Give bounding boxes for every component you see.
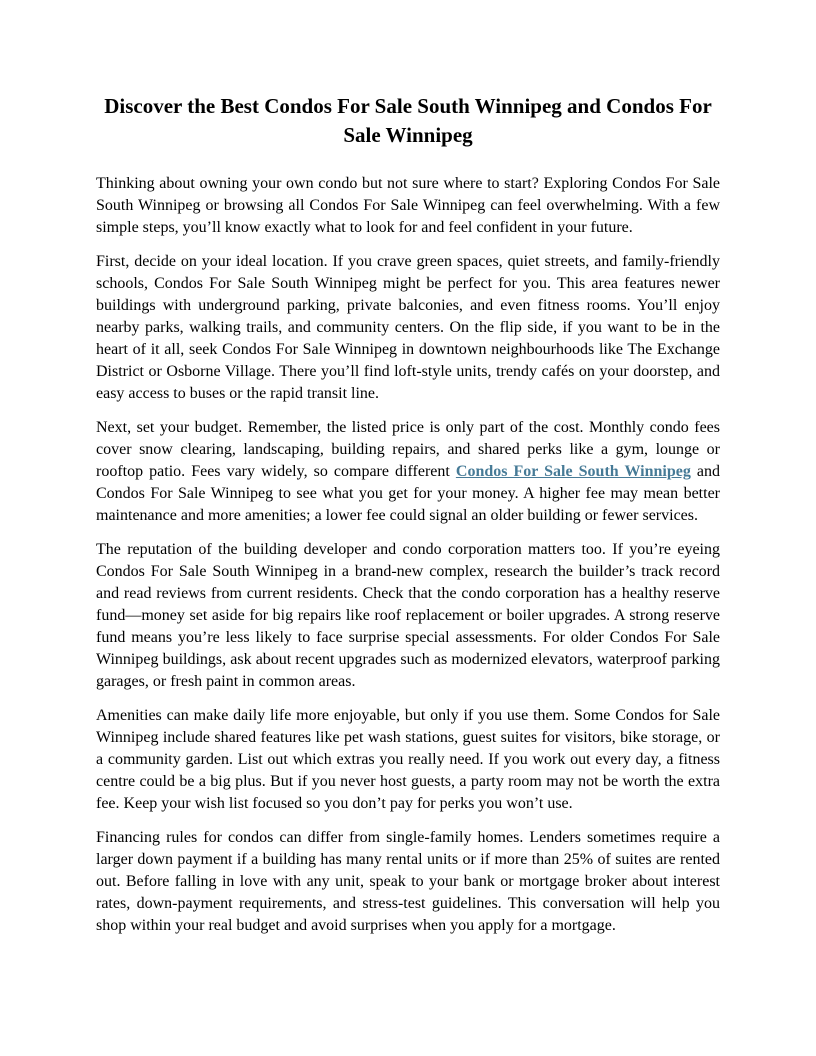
paragraph-location: First, decide on your ideal location. If you crave green spaces, quiet streets, and family-friendly schools, Condos For Sale South Winnipeg might be perfect for you. This area features newer buildings with underground parking, private balconies, and even fitness rooms. You’ll enjoy nearby parks, walking trails, and community centers. On the flip side, if you want to be in the heart of it all, seek Condos For Sale Winnipeg in downtown neighbourhoods like The Exchange District or Osborne Village. There you’ll find loft-style units, trendy cafés on your doorstep, and easy access to buses or the rapid transit line.	[96, 252, 720, 402]
paragraph-budget	[96, 417, 720, 527]
condos-for-sale-south-winnipeg-link[interactable]: Condos For Sale South Winnipeg	[455, 462, 691, 480]
budget-text-before: Next, set your budget. Remember, the listed price is only part of the cost. Monthly condo fees cover snow clearing, landscaping, building repairs, and shared perks like a gym, lounge or rooftop patio. Fees vary widely, so compare different	[96, 418, 720, 480]
budget-text-after: and Condos For Sale Winnipeg to see what you get for your money. A higher fee may mean better maintenance and more amenities; a lower fee could signal an older building or fewer services.	[96, 462, 721, 524]
paragraph-amenities: Amenities can make daily life more enjoyable, but only if you use them. Some Condos for Sale Winnipeg include shared features like pet wash stations, guest suites for visitors, bike storage, or a community garden. List out which extras you really need. If you work out every day, a fitness centre could be a big plus. But if you never host guests, a party room may not be worth the extra fee. Keep your wish list focused so you don’t pay for perks you won’t use.	[96, 706, 720, 812]
paragraph-financing: Financing rules for condos can differ from single-family homes. Lenders sometimes require a larger down payment if a building has many rental units or if more than 25% of suites are rented out. Before falling in love with any unit, speak to your bank or mortgage broker about interest rates, down-payment requirements, and stress-test guidelines. This conversation will help you shop within your real budget and avoid surprises when you apply for a mortgage.	[96, 828, 720, 934]
document-title: Discover the Best Condos For Sale South Winnipeg and Condos For Sale Winnipeg	[104, 94, 712, 148]
paragraph-reputation: The reputation of the building developer and condo corporation matters too. If you’re eyeing Condos For Sale South Winnipeg in a brand-new complex, research the builder’s track record and read reviews from current residents. Check that the condo corporation has a healthy reserve fund—money set aside for big repairs like roof replacement or boiler upgrades. A strong reserve fund means you’re less likely to face surprise special assessments. For older Condos For Sale Winnipeg buildings, ask about recent upgrades such as modernized elevators, waterproof parking garages, or fresh paint in common areas.	[96, 540, 720, 690]
paragraph-intro: Thinking about owning your own condo but not sure where to start? Exploring Condos For Sale South Winnipeg or browsing all Condos For Sale Winnipeg can feel overwhelming. With a few simple steps, you’ll know exactly what to look for and feel confident in your future.	[96, 174, 720, 236]
